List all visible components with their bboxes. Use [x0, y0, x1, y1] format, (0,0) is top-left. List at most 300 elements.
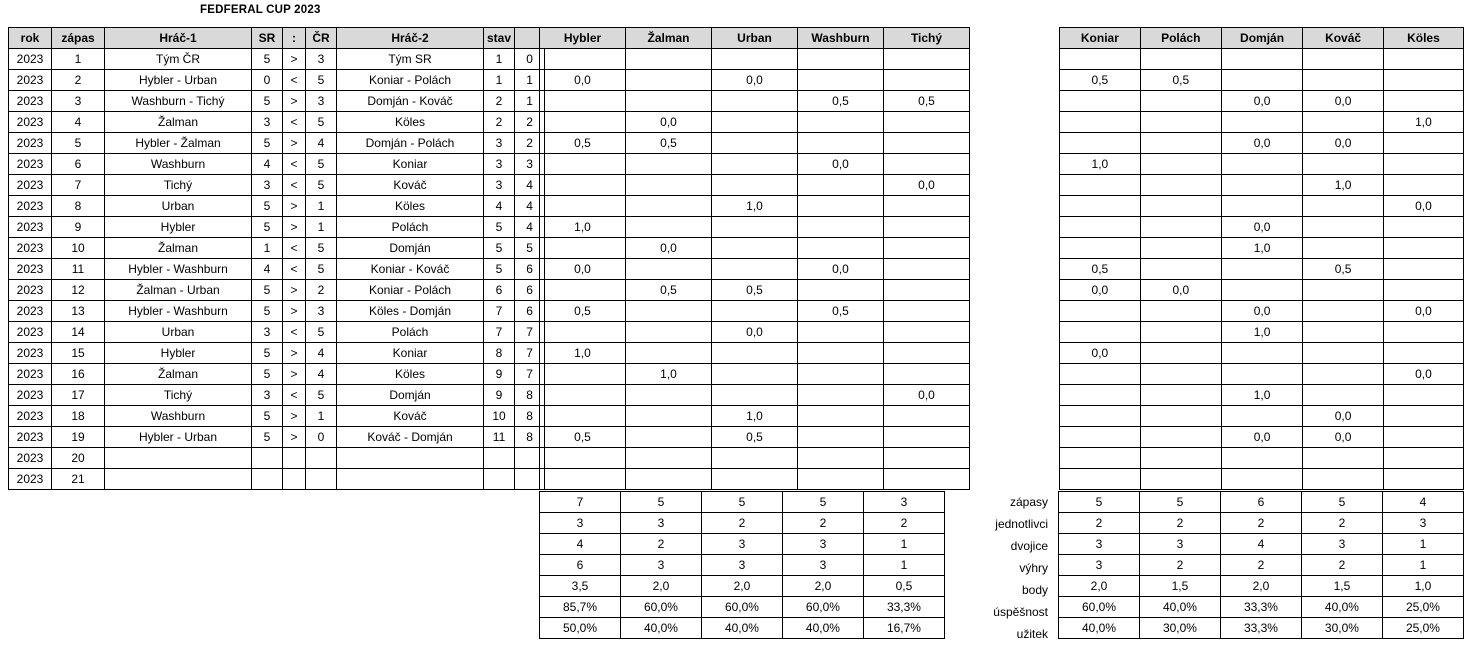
table-row — [540, 112, 970, 133]
table-cell — [484, 469, 515, 490]
table-cell: Tým SR — [337, 49, 484, 70]
table-row — [1060, 406, 1464, 427]
column-header-player: Domján — [1221, 28, 1303, 49]
table-cell: 0,0 — [1383, 364, 1463, 385]
table-cell: 3 — [1139, 534, 1220, 555]
score-grid-right-header — [1060, 28, 1464, 49]
table-cell — [1140, 49, 1221, 70]
table-row — [9, 175, 545, 196]
table-cell: 0,5 — [626, 280, 712, 301]
table-row — [540, 280, 970, 301]
table-cell: 9 — [52, 217, 105, 238]
table-cell: 3 — [252, 322, 283, 343]
table-cell: 5 — [252, 91, 283, 112]
table-cell: Washburn — [105, 406, 252, 427]
table-cell: 2023 — [9, 49, 52, 70]
table-cell — [626, 406, 712, 427]
table-cell: 1,0 — [1382, 576, 1463, 597]
table-cell: 5 — [252, 49, 283, 70]
table-cell — [1140, 217, 1221, 238]
table-cell — [798, 175, 884, 196]
table-header-row — [540, 28, 970, 49]
table-cell — [626, 91, 712, 112]
table-cell — [540, 154, 626, 175]
table-cell: 0,0 — [1303, 427, 1384, 448]
table-cell: 3 — [484, 175, 515, 196]
table-row — [1060, 238, 1464, 259]
table-cell: 0,0 — [540, 70, 626, 91]
summary-row-label: úspěšnost — [993, 605, 1048, 619]
table-cell: 60,0% — [782, 597, 863, 618]
table-cell: 3 — [782, 555, 863, 576]
table-row — [540, 406, 970, 427]
table-cell: 1 — [1382, 534, 1463, 555]
table-cell — [884, 217, 970, 238]
table-cell: 3 — [484, 154, 515, 175]
table-cell: 0,5 — [884, 91, 970, 112]
table-cell — [884, 448, 970, 469]
table-cell — [798, 49, 884, 70]
table-cell: 2,0 — [701, 576, 782, 597]
table-cell — [540, 448, 626, 469]
table-row — [540, 448, 970, 469]
table-cell — [1140, 91, 1221, 112]
table-cell: 2023 — [9, 301, 52, 322]
table-cell — [712, 217, 798, 238]
table-cell: 4 — [540, 534, 621, 555]
table-cell — [626, 196, 712, 217]
table-cell — [626, 217, 712, 238]
table-cell — [1140, 385, 1221, 406]
column-header-player: Koniar — [1060, 28, 1141, 49]
table-row — [9, 133, 545, 154]
table-cell: 1,0 — [712, 196, 798, 217]
table-cell — [712, 49, 798, 70]
table-cell — [1060, 469, 1141, 490]
table-cell: 0,0 — [1221, 217, 1303, 238]
table-cell: 1 — [515, 91, 545, 112]
table-cell — [1303, 322, 1384, 343]
table-cell: 4 — [252, 259, 283, 280]
table-cell — [1303, 154, 1384, 175]
table-cell: 7 — [52, 175, 105, 196]
table-cell: 21 — [52, 469, 105, 490]
table-cell — [1383, 280, 1463, 301]
table-cell: 2 — [620, 534, 701, 555]
table-cell: 5 — [782, 492, 863, 513]
table-cell: 14 — [52, 322, 105, 343]
table-cell: < — [283, 259, 306, 280]
table-row — [540, 492, 945, 513]
table-cell — [798, 343, 884, 364]
table-cell: 15 — [52, 343, 105, 364]
table-cell — [712, 469, 798, 490]
table-cell: 1,0 — [1221, 385, 1303, 406]
table-cell: 2 — [1220, 555, 1301, 576]
table-cell — [1303, 112, 1384, 133]
table-cell: 4 — [1382, 492, 1463, 513]
table-cell: < — [283, 175, 306, 196]
summary-row-labels — [945, 491, 1058, 645]
table-cell — [1383, 154, 1463, 175]
table-cell — [798, 322, 884, 343]
table-row — [540, 133, 970, 154]
table-row — [540, 555, 945, 576]
table-cell: 3 — [701, 555, 782, 576]
table-cell: Domján - Kováč — [337, 91, 484, 112]
score-grid-left-body — [540, 49, 970, 490]
table-cell: 2 — [782, 513, 863, 534]
table-row — [540, 259, 970, 280]
table-cell: Washburn — [105, 154, 252, 175]
column-header-player: Köles — [1383, 28, 1463, 49]
table-cell: 60,0% — [1059, 597, 1140, 618]
table-cell — [484, 448, 515, 469]
table-row — [540, 427, 970, 448]
table-cell — [1140, 322, 1221, 343]
table-row — [540, 301, 970, 322]
table-cell: 2 — [1139, 513, 1220, 534]
table-cell: 0 — [515, 49, 545, 70]
table-cell — [884, 196, 970, 217]
table-row — [1060, 49, 1464, 70]
table-cell: 0,0 — [1060, 343, 1141, 364]
table-row — [1060, 448, 1464, 469]
table-cell — [252, 469, 283, 490]
table-row — [540, 513, 945, 534]
table-cell: 5 — [484, 259, 515, 280]
table-cell: 2023 — [9, 196, 52, 217]
table-row — [1059, 513, 1464, 534]
table-cell — [798, 196, 884, 217]
table-row — [540, 217, 970, 238]
table-cell: 0,5 — [1303, 259, 1384, 280]
table-cell: Polách — [337, 322, 484, 343]
table-row — [1060, 427, 1464, 448]
table-cell — [1060, 322, 1141, 343]
table-cell — [1221, 154, 1303, 175]
table-cell — [884, 259, 970, 280]
table-cell: 2 — [863, 513, 944, 534]
table-cell: 2023 — [9, 70, 52, 91]
table-cell — [1383, 91, 1463, 112]
table-cell: 3 — [782, 534, 863, 555]
table-cell — [1060, 406, 1141, 427]
table-header-row — [9, 28, 545, 49]
table-row — [9, 301, 545, 322]
table-row — [9, 406, 545, 427]
table-cell: Koniar — [337, 343, 484, 364]
table-cell — [1221, 259, 1303, 280]
table-cell: 0,0 — [1303, 133, 1384, 154]
table-cell: 20 — [52, 448, 105, 469]
table-cell: 0,0 — [1221, 91, 1303, 112]
table-cell — [884, 322, 970, 343]
table-cell: Hybler - Urban — [105, 427, 252, 448]
table-row — [540, 364, 970, 385]
table-cell: 0 — [252, 70, 283, 91]
table-row — [1059, 555, 1464, 576]
table-cell — [1383, 448, 1463, 469]
table-cell — [1221, 469, 1303, 490]
table-cell: 7 — [515, 364, 545, 385]
table-cell: 2 — [701, 513, 782, 534]
table-cell — [626, 427, 712, 448]
summary-container — [539, 491, 1464, 645]
table-cell: 0,0 — [626, 238, 712, 259]
table-cell — [884, 238, 970, 259]
table-cell — [1060, 133, 1141, 154]
table-cell: 40,0% — [701, 618, 782, 639]
table-cell: 2023 — [9, 343, 52, 364]
table-cell: 7 — [484, 301, 515, 322]
table-cell: 2,0 — [620, 576, 701, 597]
table-cell — [1060, 385, 1141, 406]
summary-row-label: užitek — [1016, 627, 1048, 641]
table-cell: 0,0 — [798, 154, 884, 175]
table-cell: 8 — [484, 343, 515, 364]
table-cell — [884, 49, 970, 70]
table-cell — [1140, 112, 1221, 133]
table-cell: 4 — [515, 217, 545, 238]
table-cell — [798, 238, 884, 259]
table-cell — [1383, 427, 1463, 448]
table-cell — [1221, 49, 1303, 70]
table-cell: 4 — [515, 175, 545, 196]
table-cell: 0,0 — [884, 385, 970, 406]
table-cell — [540, 322, 626, 343]
summary-table-left — [539, 491, 945, 639]
table-cell — [1140, 133, 1221, 154]
score-grid-right — [1059, 27, 1464, 490]
table-cell — [798, 448, 884, 469]
table-cell: < — [283, 385, 306, 406]
table-cell: 4 — [306, 343, 337, 364]
table-cell: 5 — [515, 238, 545, 259]
table-row — [540, 196, 970, 217]
table-cell: 5 — [252, 196, 283, 217]
table-cell: > — [283, 406, 306, 427]
table-row — [540, 597, 945, 618]
table-cell: 5 — [306, 70, 337, 91]
table-cell: Köles — [337, 112, 484, 133]
table-cell: 5 — [484, 238, 515, 259]
table-cell: 2023 — [9, 322, 52, 343]
table-row — [1060, 364, 1464, 385]
table-cell: Köles — [337, 196, 484, 217]
table-cell: 5 — [252, 133, 283, 154]
table-cell — [626, 469, 712, 490]
table-cell — [626, 448, 712, 469]
table-cell: 1 — [52, 49, 105, 70]
table-cell: 2023 — [9, 217, 52, 238]
table-cell: 3 — [701, 534, 782, 555]
table-cell — [1303, 49, 1384, 70]
column-header-zapas: zápas — [52, 28, 105, 49]
table-cell — [540, 49, 626, 70]
table-cell — [1221, 364, 1303, 385]
table-cell: Hybler — [105, 343, 252, 364]
table-cell: 60,0% — [620, 597, 701, 618]
table-cell: Urban — [105, 322, 252, 343]
table-cell: 18 — [52, 406, 105, 427]
table-cell: 1 — [306, 406, 337, 427]
table-cell: 12 — [52, 280, 105, 301]
table-cell: 0,0 — [712, 322, 798, 343]
table-cell: 2023 — [9, 154, 52, 175]
column-header-sign: : — [283, 28, 306, 49]
table-cell: 5 — [1301, 492, 1382, 513]
table-cell: > — [283, 301, 306, 322]
table-cell — [1060, 217, 1141, 238]
table-cell — [540, 385, 626, 406]
summary-right-body — [1059, 492, 1464, 639]
table-row — [9, 343, 545, 364]
table-cell: 6 — [52, 154, 105, 175]
table-cell — [712, 385, 798, 406]
table-cell — [1221, 406, 1303, 427]
table-cell: 0,5 — [863, 576, 944, 597]
table-cell: 25,0% — [1382, 618, 1463, 639]
table-cell: 0,5 — [1060, 70, 1141, 91]
table-cell: 7 — [515, 343, 545, 364]
table-cell — [1303, 469, 1384, 490]
table-cell — [884, 406, 970, 427]
table-cell: Hybler - Washburn — [105, 259, 252, 280]
table-cell: > — [283, 280, 306, 301]
table-cell: Hybler — [105, 217, 252, 238]
table-cell: 6 — [515, 280, 545, 301]
table-cell: 11 — [484, 427, 515, 448]
table-cell: 2 — [484, 91, 515, 112]
table-cell — [306, 448, 337, 469]
column-header-rok: rok — [9, 28, 52, 49]
table-cell: 16 — [52, 364, 105, 385]
table-cell: 0,0 — [1383, 196, 1463, 217]
table-cell: 6 — [1220, 492, 1301, 513]
table-row — [1060, 175, 1464, 196]
column-header-hrac2: Hráč-2 — [337, 28, 484, 49]
table-row — [1060, 301, 1464, 322]
table-cell: 0,5 — [626, 133, 712, 154]
column-header-player: Polách — [1140, 28, 1221, 49]
table-cell: > — [283, 217, 306, 238]
table-cell: 0 — [306, 427, 337, 448]
table-cell: 8 — [515, 385, 545, 406]
table-cell: 2,0 — [1220, 576, 1301, 597]
table-cell: 33,3% — [863, 597, 944, 618]
table-cell: 40,0% — [1139, 597, 1220, 618]
table-row — [9, 49, 545, 70]
table-cell: 2 — [1220, 513, 1301, 534]
table-cell: > — [283, 133, 306, 154]
table-cell — [626, 385, 712, 406]
table-cell: 2023 — [9, 448, 52, 469]
table-cell: Hybler - Žalman — [105, 133, 252, 154]
table-cell: 4 — [1220, 534, 1301, 555]
score-grid-right-body — [1060, 49, 1464, 490]
table-cell: 5 — [252, 406, 283, 427]
table-cell: 4 — [484, 196, 515, 217]
table-cell: 0,5 — [798, 91, 884, 112]
table-row — [1059, 597, 1464, 618]
table-row — [9, 154, 545, 175]
table-cell — [540, 406, 626, 427]
table-cell: 3 — [1382, 513, 1463, 534]
table-cell: 2 — [1301, 513, 1382, 534]
table-cell: 0,5 — [712, 280, 798, 301]
table-row — [1060, 154, 1464, 175]
table-cell: 10 — [52, 238, 105, 259]
score-grid-left-container — [539, 27, 970, 490]
summary-left-body — [540, 492, 945, 639]
table-cell: Tichý — [105, 175, 252, 196]
table-cell — [1060, 364, 1141, 385]
table-cell — [1383, 175, 1463, 196]
table-cell — [798, 427, 884, 448]
table-cell: Žalman — [105, 238, 252, 259]
table-cell — [798, 133, 884, 154]
table-cell: Urban — [105, 196, 252, 217]
table-row — [540, 91, 970, 112]
table-cell: Koniar - Kováč — [337, 259, 484, 280]
table-cell: 0,0 — [1221, 427, 1303, 448]
table-cell — [1221, 343, 1303, 364]
table-row — [9, 112, 545, 133]
table-cell — [884, 154, 970, 175]
table-cell — [540, 112, 626, 133]
summary-row-label: zápasy — [1009, 495, 1048, 509]
table-cell — [1140, 364, 1221, 385]
table-cell: 1,5 — [1301, 576, 1382, 597]
table-cell — [1221, 196, 1303, 217]
table-cell — [540, 469, 626, 490]
column-header-hrac1: Hráč-1 — [105, 28, 252, 49]
table-cell — [798, 364, 884, 385]
table-cell: 5 — [484, 217, 515, 238]
table-row — [540, 49, 970, 70]
table-cell — [283, 469, 306, 490]
table-cell — [626, 70, 712, 91]
table-cell: 0,0 — [626, 112, 712, 133]
table-cell: 4 — [306, 364, 337, 385]
table-cell — [884, 427, 970, 448]
table-cell: 3 — [52, 91, 105, 112]
table-row — [9, 196, 545, 217]
table-cell: 33,3% — [1220, 597, 1301, 618]
table-cell — [884, 70, 970, 91]
table-cell — [540, 196, 626, 217]
table-cell — [626, 49, 712, 70]
table-cell: 0,0 — [540, 259, 626, 280]
table-cell: 5 — [252, 301, 283, 322]
table-cell: 2 — [1301, 555, 1382, 576]
table-cell: 2023 — [9, 364, 52, 385]
table-cell: Hybler - Washburn — [105, 301, 252, 322]
table-cell — [540, 364, 626, 385]
table-cell: 2 — [484, 112, 515, 133]
table-cell: > — [283, 364, 306, 385]
table-cell: 2023 — [9, 259, 52, 280]
table-cell — [1383, 469, 1463, 490]
table-cell — [1303, 280, 1384, 301]
table-cell: Domján — [337, 385, 484, 406]
table-cell: 7 — [540, 492, 621, 513]
table-cell — [1383, 322, 1463, 343]
table-cell: 2 — [515, 112, 545, 133]
table-cell: 2,0 — [782, 576, 863, 597]
table-row — [9, 70, 545, 91]
